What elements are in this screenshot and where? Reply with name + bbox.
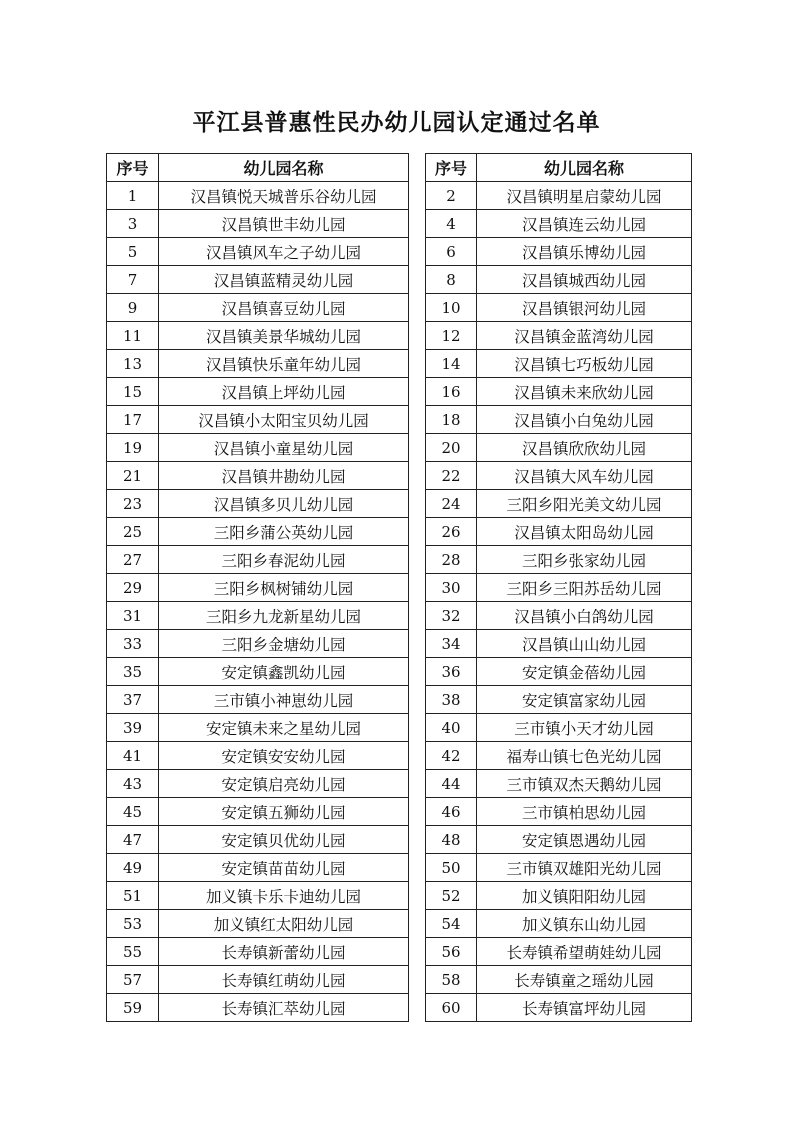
seq-cell: 25: [107, 518, 159, 546]
table-row: [107, 546, 409, 574]
table-row: [426, 770, 692, 798]
table-row: [426, 658, 692, 686]
seq-cell: 4: [426, 210, 477, 238]
seq-cell: 43: [107, 770, 159, 798]
table-row: [426, 294, 692, 322]
table-row: [107, 210, 409, 238]
header-name: 幼儿园名称: [159, 154, 409, 182]
kindergarten-name-cell: 汉昌镇明星启蒙幼儿园: [477, 182, 692, 210]
kindergarten-name-cell: 汉昌镇悦天城普乐谷幼儿园: [159, 182, 409, 210]
table-row: [107, 938, 409, 966]
table-row: [426, 742, 692, 770]
kindergarten-name-cell: 汉昌镇井勘幼儿园: [159, 462, 409, 490]
kindergarten-name-cell: 加义镇东山幼儿园: [477, 910, 692, 938]
kindergarten-name-cell: 汉昌镇七巧板幼儿园: [477, 350, 692, 378]
kindergarten-name-cell: 长寿镇希望萌娃幼儿园: [477, 938, 692, 966]
table-row: [426, 602, 692, 630]
kindergarten-name-cell: 汉昌镇城西幼儿园: [477, 266, 692, 294]
kindergarten-name-cell: 长寿镇汇萃幼儿园: [159, 994, 409, 1022]
table-row: [426, 826, 692, 854]
seq-cell: 48: [426, 826, 477, 854]
table-row: [426, 210, 692, 238]
seq-cell: 14: [426, 350, 477, 378]
kindergarten-name-cell: 加义镇阳阳幼儿园: [477, 882, 692, 910]
table-row: [426, 686, 692, 714]
kindergarten-name-cell: 加义镇卡乐卡迪幼儿园: [159, 882, 409, 910]
table-row: [426, 406, 692, 434]
seq-cell: 53: [107, 910, 159, 938]
kindergarten-name-cell: 汉昌镇银河幼儿园: [477, 294, 692, 322]
kindergarten-name-cell: 汉昌镇金蓝湾幼儿园: [477, 322, 692, 350]
kindergarten-table-right: [425, 153, 692, 1022]
kindergarten-name-cell: 长寿镇童之瑶幼儿园: [477, 966, 692, 994]
seq-cell: 2: [426, 182, 477, 210]
table-row: [426, 434, 692, 462]
table-row: [426, 854, 692, 882]
table-row: [107, 238, 409, 266]
table-row: [107, 686, 409, 714]
seq-cell: 37: [107, 686, 159, 714]
seq-cell: 35: [107, 658, 159, 686]
kindergarten-name-cell: 安定镇五狮幼儿园: [159, 798, 409, 826]
kindergarten-name-cell: 长寿镇新蕾幼儿园: [159, 938, 409, 966]
table-row: [107, 434, 409, 462]
table-row: [107, 182, 409, 210]
table-header-row: [107, 154, 409, 182]
header-name: 幼儿园名称: [477, 154, 692, 182]
kindergarten-name-cell: 三阳乡金塘幼儿园: [159, 630, 409, 658]
kindergarten-name-cell: 长寿镇红萌幼儿园: [159, 966, 409, 994]
kindergarten-name-cell: 三阳乡张家幼儿园: [477, 546, 692, 574]
kindergarten-name-cell: 加义镇红太阳幼儿园: [159, 910, 409, 938]
header-seq: 序号: [107, 154, 159, 182]
seq-cell: 19: [107, 434, 159, 462]
table-row: [107, 770, 409, 798]
kindergarten-name-cell: 汉昌镇风车之子幼儿园: [159, 238, 409, 266]
kindergarten-name-cell: 三市镇小天才幼儿园: [477, 714, 692, 742]
seq-cell: 16: [426, 378, 477, 406]
seq-cell: 13: [107, 350, 159, 378]
kindergarten-name-cell: 长寿镇富坪幼儿园: [477, 994, 692, 1022]
table-row: [426, 714, 692, 742]
kindergarten-name-cell: 汉昌镇小白兔幼儿园: [477, 406, 692, 434]
seq-cell: 12: [426, 322, 477, 350]
table-row: [107, 322, 409, 350]
seq-cell: 22: [426, 462, 477, 490]
seq-cell: 21: [107, 462, 159, 490]
kindergarten-name-cell: 汉昌镇上坪幼儿园: [159, 378, 409, 406]
seq-cell: 49: [107, 854, 159, 882]
table-row: [107, 714, 409, 742]
table-row: [426, 518, 692, 546]
kindergarten-name-cell: 三市镇小神崽幼儿园: [159, 686, 409, 714]
kindergarten-name-cell: 福寿山镇七色光幼儿园: [477, 742, 692, 770]
table-row: [426, 182, 692, 210]
table-row: [107, 658, 409, 686]
kindergarten-name-cell: 汉昌镇小太阳宝贝幼儿园: [159, 406, 409, 434]
seq-cell: 44: [426, 770, 477, 798]
kindergarten-name-cell: 安定镇贝优幼儿园: [159, 826, 409, 854]
seq-cell: 34: [426, 630, 477, 658]
seq-cell: 1: [107, 182, 159, 210]
seq-cell: 58: [426, 966, 477, 994]
kindergarten-name-cell: 安定镇金蓓幼儿园: [477, 658, 692, 686]
seq-cell: 57: [107, 966, 159, 994]
table-row: [107, 350, 409, 378]
seq-cell: 15: [107, 378, 159, 406]
seq-cell: 10: [426, 294, 477, 322]
kindergarten-name-cell: 汉昌镇多贝儿幼儿园: [159, 490, 409, 518]
kindergarten-name-cell: 三市镇双杰天鹅幼儿园: [477, 770, 692, 798]
kindergarten-name-cell: 汉昌镇连云幼儿园: [477, 210, 692, 238]
kindergarten-name-cell: 汉昌镇小童星幼儿园: [159, 434, 409, 462]
header-seq: 序号: [426, 154, 477, 182]
kindergarten-name-cell: 汉昌镇喜豆幼儿园: [159, 294, 409, 322]
seq-cell: 17: [107, 406, 159, 434]
seq-cell: 8: [426, 266, 477, 294]
kindergarten-name-cell: 安定镇未来之星幼儿园: [159, 714, 409, 742]
table-row: [107, 602, 409, 630]
table-row: [426, 462, 692, 490]
seq-cell: 59: [107, 994, 159, 1022]
kindergarten-name-cell: 三阳乡阳光美文幼儿园: [477, 490, 692, 518]
kindergarten-name-cell: 安定镇苗苗幼儿园: [159, 854, 409, 882]
table-row: [107, 378, 409, 406]
seq-cell: 7: [107, 266, 159, 294]
seq-cell: 31: [107, 602, 159, 630]
seq-cell: 5: [107, 238, 159, 266]
seq-cell: 3: [107, 210, 159, 238]
seq-cell: 23: [107, 490, 159, 518]
seq-cell: 29: [107, 574, 159, 602]
table-row: [107, 966, 409, 994]
seq-cell: 9: [107, 294, 159, 322]
table-row: [426, 350, 692, 378]
seq-cell: 54: [426, 910, 477, 938]
kindergarten-name-cell: 三阳乡枫树铺幼儿园: [159, 574, 409, 602]
seq-cell: 55: [107, 938, 159, 966]
table-row: [426, 910, 692, 938]
kindergarten-name-cell: 汉昌镇美景华城幼儿园: [159, 322, 409, 350]
seq-cell: 11: [107, 322, 159, 350]
seq-cell: 50: [426, 854, 477, 882]
table-header-row: [426, 154, 692, 182]
kindergarten-name-cell: 三市镇双雄阳光幼儿园: [477, 854, 692, 882]
seq-cell: 47: [107, 826, 159, 854]
seq-cell: 60: [426, 994, 477, 1022]
kindergarten-name-cell: 汉昌镇太阳岛幼儿园: [477, 518, 692, 546]
table-row: [426, 630, 692, 658]
table-row: [107, 630, 409, 658]
table-row: [107, 910, 409, 938]
kindergarten-name-cell: 安定镇恩遇幼儿园: [477, 826, 692, 854]
kindergarten-name-cell: 汉昌镇世丰幼儿园: [159, 210, 409, 238]
kindergarten-name-cell: 三阳乡三阳苏岳幼儿园: [477, 574, 692, 602]
seq-cell: 28: [426, 546, 477, 574]
kindergarten-name-cell: 汉昌镇未来欣幼儿园: [477, 378, 692, 406]
table-body-left: [107, 182, 409, 1022]
kindergarten-name-cell: 汉昌镇欣欣幼儿园: [477, 434, 692, 462]
table-row: [426, 882, 692, 910]
table-row: [426, 798, 692, 826]
kindergarten-name-cell: 安定镇鑫凯幼儿园: [159, 658, 409, 686]
table-row: [107, 798, 409, 826]
seq-cell: 38: [426, 686, 477, 714]
table-body-right: [426, 182, 692, 1022]
table-row: [107, 826, 409, 854]
table-row: [426, 938, 692, 966]
kindergarten-name-cell: 汉昌镇快乐童年幼儿园: [159, 350, 409, 378]
kindergarten-name-cell: 汉昌镇蓝精灵幼儿园: [159, 266, 409, 294]
kindergarten-name-cell: 三阳乡九龙新星幼儿园: [159, 602, 409, 630]
kindergarten-name-cell: 三阳乡蒲公英幼儿园: [159, 518, 409, 546]
document-title: 平江县普惠性民办幼儿园认定通过名单: [192, 109, 601, 136]
table-row: [107, 742, 409, 770]
table-row: [426, 378, 692, 406]
seq-cell: 39: [107, 714, 159, 742]
seq-cell: 24: [426, 490, 477, 518]
table-row: [426, 546, 692, 574]
table-row: [426, 966, 692, 994]
table-row: [426, 574, 692, 602]
kindergarten-name-cell: 汉昌镇山山幼儿园: [477, 630, 692, 658]
table-row: [426, 266, 692, 294]
kindergarten-name-cell: 安定镇富家幼儿园: [477, 686, 692, 714]
seq-cell: 33: [107, 630, 159, 658]
table-row: [107, 518, 409, 546]
seq-cell: 20: [426, 434, 477, 462]
seq-cell: 51: [107, 882, 159, 910]
table-row: [426, 994, 692, 1022]
table-row: [107, 882, 409, 910]
table-row: [107, 994, 409, 1022]
seq-cell: 32: [426, 602, 477, 630]
table-row: [107, 854, 409, 882]
table-row: [107, 490, 409, 518]
seq-cell: 45: [107, 798, 159, 826]
seq-cell: 42: [426, 742, 477, 770]
table-row: [426, 490, 692, 518]
seq-cell: 40: [426, 714, 477, 742]
seq-cell: 36: [426, 658, 477, 686]
seq-cell: 26: [426, 518, 477, 546]
kindergarten-table-left: [106, 153, 409, 1022]
kindergarten-name-cell: 三市镇柏思幼儿园: [477, 798, 692, 826]
seq-cell: 27: [107, 546, 159, 574]
kindergarten-name-cell: 汉昌镇大风车幼儿园: [477, 462, 692, 490]
table-row: [426, 322, 692, 350]
seq-cell: 41: [107, 742, 159, 770]
kindergarten-name-cell: 汉昌镇乐博幼儿园: [477, 238, 692, 266]
seq-cell: 18: [426, 406, 477, 434]
table-row: [426, 238, 692, 266]
kindergarten-name-cell: 安定镇安安幼儿园: [159, 742, 409, 770]
table-row: [107, 294, 409, 322]
seq-cell: 30: [426, 574, 477, 602]
kindergarten-name-cell: 安定镇启亮幼儿园: [159, 770, 409, 798]
seq-cell: 6: [426, 238, 477, 266]
table-row: [107, 406, 409, 434]
table-row: [107, 266, 409, 294]
kindergarten-name-cell: 三阳乡春泥幼儿园: [159, 546, 409, 574]
kindergarten-name-cell: 汉昌镇小白鸽幼儿园: [477, 602, 692, 630]
seq-cell: 56: [426, 938, 477, 966]
table-row: [107, 574, 409, 602]
seq-cell: 52: [426, 882, 477, 910]
table-row: [107, 462, 409, 490]
seq-cell: 46: [426, 798, 477, 826]
